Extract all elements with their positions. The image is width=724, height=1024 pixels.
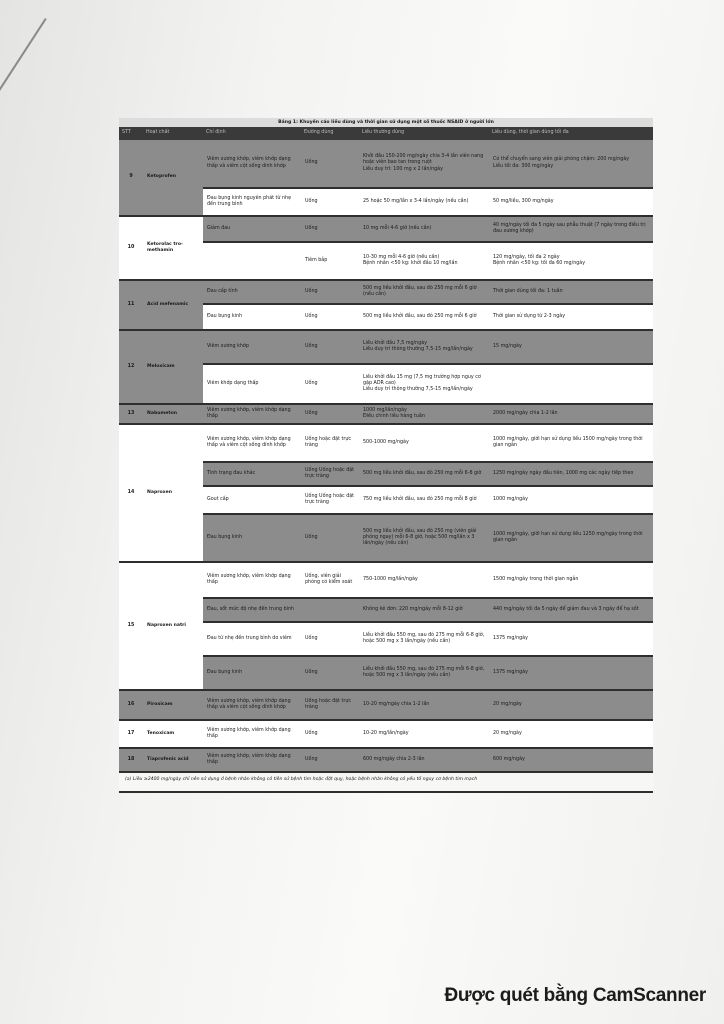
route-cell: Uống Uống hoặc đặt trực tràng xyxy=(301,486,359,514)
max-dose-cell: Thời gian dùng tối đa: 1 tuần xyxy=(489,280,653,304)
max-dose-cell: Có thể chuyển sang viên giải phóng chậm: 200 mg/ngày Liều tối đa: 300 mg/ngày xyxy=(489,140,653,188)
table-row xyxy=(119,720,653,748)
dose-cell: 600 mg/ngày chia 2-3 lần xyxy=(359,748,489,772)
dose-cell: 750-1000 mg/lần/ngày xyxy=(359,562,489,598)
route-cell: Uống hoặc đặt trực tràng xyxy=(301,690,359,720)
max-dose-cell: 440 mg/ngày tối đa 5 ngày để giảm đau và 3 ngày để hạ sốt xyxy=(489,598,653,622)
max-dose-cell: 50 mg/liều, 300 mg/ngày xyxy=(489,188,653,216)
dose-cell: 10-30 mg mỗi 4-6 giờ (nếu cần) Bệnh nhân <50 kg: khởi đầu 10 mg/lần xyxy=(359,242,489,280)
header-cell: Đường dùng xyxy=(301,127,359,140)
table-body xyxy=(119,140,653,772)
max-dose-cell: 15 mg/ngày xyxy=(489,330,653,364)
max-dose-cell: Thời gian sử dụng từ 2-3 ngày xyxy=(489,304,653,330)
table-caption: Bảng 1: Khuyến cáo liều dùng và thời gian sử dụng một số thuốc NSAID ở người lớn xyxy=(119,118,653,127)
indication-cell: Viêm xương khớp, viêm khớp dạng thấp và viêm cột sống dính khớp xyxy=(203,140,301,188)
route-cell: Tiêm bắp xyxy=(301,242,359,280)
dose-cell: 500 mg liều khởi đầu, sau đó 250 mg mỗi 6-8 giờ xyxy=(359,462,489,486)
dose-cell: 25 hoặc 50 mg/lần x 3-4 lần/ngày (nếu cần) xyxy=(359,188,489,216)
max-dose-cell xyxy=(489,364,653,404)
table-footnote: (a) Liều ≥2400 mg/ngày chỉ nên sử dụng ở bệnh nhân không có tiền sử bệnh tim hoặc đột quỵ, hoặc bệnh nhân không có yếu tố nguy cơ bệnh tim mạch xyxy=(119,773,653,793)
stt-cell: 16 xyxy=(119,690,143,720)
max-dose-cell: 40 mg/ngày tối đa 5 ngày sau phẫu thuật (7 ngày trong điều trị đau xương khớp) xyxy=(489,216,653,242)
indication-cell: Viêm xương khớp xyxy=(203,330,301,364)
drug-name-cell: Tenoxicam xyxy=(143,720,203,748)
indication-cell: Đau, sốt mức độ nhẹ đến trung bình xyxy=(203,598,301,622)
table-row xyxy=(119,140,653,188)
stt-cell: 17 xyxy=(119,720,143,748)
indication-cell: Viêm xương khớp, viêm khớp dạng thấp xyxy=(203,720,301,748)
stt-cell: 9 xyxy=(119,140,143,216)
drug-name-cell: Acid mefenamic xyxy=(143,280,203,330)
max-dose-cell: 1000 mg/ngày, giới hạn sử dụng liều 1500 mg/ngày trong thời gian ngắn xyxy=(489,424,653,462)
table-row xyxy=(119,562,653,598)
stt-cell: 14 xyxy=(119,424,143,562)
dose-cell: Liều khởi đầu 15 mg (7,5 mg trường hợp nguy cơ gặp ADR cao) Liều duy trì thông thường 7,5-15 mg/lần/ngày xyxy=(359,364,489,404)
drug-name-cell: Meloxicam xyxy=(143,330,203,404)
header-cell: STT xyxy=(119,127,143,140)
table-row xyxy=(119,404,653,424)
route-cell: Uống hoặc đặt trực tràng xyxy=(301,424,359,462)
indication-cell: Giảm đau xyxy=(203,216,301,242)
dose-cell: Không kê đơn: 220 mg/ngày mỗi 8-12 giờ xyxy=(359,598,489,622)
dose-cell: Liều khởi đầu 7,5 mg/ngày Liều duy trì thông thường 7,5-15 mg/lần/ngày xyxy=(359,330,489,364)
route-cell: Uống xyxy=(301,622,359,656)
table-row xyxy=(119,424,653,462)
max-dose-cell: 1000 mg/ngày, giới hạn sử dụng liều 1250 mg/ngày trong thời gian ngắn xyxy=(489,514,653,562)
dose-cell: Khởi đầu 150-200 mg/ngày chia 3-4 lần viên nang hoặc viên bao tan trong ruột Liều duy trì: 100 mg x 2 lần/ngày xyxy=(359,140,489,188)
indication-cell: Đau từ nhẹ đến trung bình do viêm xyxy=(203,622,301,656)
drug-name-cell: Ketorolac tro-methamin xyxy=(143,216,203,280)
route-cell: Uống xyxy=(301,364,359,404)
header-cell: Liều dùng, thời gian dùng tối đa xyxy=(489,127,653,140)
indication-cell xyxy=(203,242,301,280)
indication-cell: Đau bụng kinh nguyên phát từ nhẹ đến trung bình xyxy=(203,188,301,216)
stt-cell: 18 xyxy=(119,748,143,772)
drug-name-cell: Piroxicam xyxy=(143,690,203,720)
table-row xyxy=(119,280,653,304)
indication-cell: Viêm xương khớp, viêm khớp dạng thấp và viêm cột sống dính khớp xyxy=(203,424,301,462)
max-dose-cell: 1375 mg/ngày xyxy=(489,622,653,656)
max-dose-cell: 20 mg/ngày xyxy=(489,720,653,748)
drug-name-cell: Tiaprofenic acid xyxy=(143,748,203,772)
drug-name-cell: Nabumeton xyxy=(143,404,203,424)
max-dose-cell: 600 mg/ngày xyxy=(489,748,653,772)
route-cell: Uống xyxy=(301,188,359,216)
dose-cell: Liều khởi đầu 550 mg, sau đó 275 mg mỗi 6-8 giờ, hoặc 500 mg x 3 lần/ngày (nếu cần) xyxy=(359,622,489,656)
indication-cell: Tình trạng đau khác xyxy=(203,462,301,486)
stt-cell: 11 xyxy=(119,280,143,330)
max-dose-cell: 1250 mg/ngày ngày đầu tiên, 1000 mg các ngày tiếp theo xyxy=(489,462,653,486)
dose-cell: 500 mg liều khởi đầu, sau đó 250 mg mỗi 6 giờ (nếu cần) xyxy=(359,280,489,304)
dose-cell: 500 mg liều khởi đầu, sau đó 250 mg (viên giải phóng ngay) mỗi 6-8 giờ, hoặc 500 mg/lần x 3 lần/ngày (nếu cần) xyxy=(359,514,489,562)
drug-name-cell: Naproxen xyxy=(143,424,203,562)
route-cell: Uống xyxy=(301,330,359,364)
indication-cell: Viêm xương khớp, viêm khớp dạng thấp xyxy=(203,562,301,598)
nsaid-dosage-table xyxy=(119,127,653,773)
route-cell: Uống xyxy=(301,140,359,188)
dose-cell: 10-20 mg/ngày chia 1-2 lần xyxy=(359,690,489,720)
indication-cell: Viêm xương khớp, viêm khớp dạng thấp xyxy=(203,748,301,772)
header-cell: Hoạt chất xyxy=(143,127,203,140)
route-cell: Uống xyxy=(301,280,359,304)
table-row xyxy=(119,748,653,772)
table-row xyxy=(119,690,653,720)
route-cell: Uống xyxy=(301,720,359,748)
header-cell: Chỉ định xyxy=(203,127,301,140)
dose-cell: Liều khởi đầu 550 mg, sau đó 275 mg mỗi 6-8 giờ, hoặc 500 mg x 3 lần/ngày (nếu cần) xyxy=(359,656,489,690)
table-row xyxy=(119,216,653,242)
indication-cell: Viêm xương khớp, viêm khớp dạng thấp xyxy=(203,404,301,424)
route-cell xyxy=(301,598,359,622)
max-dose-cell: 1375 mg/ngày xyxy=(489,656,653,690)
indication-cell: Đau bụng kinh xyxy=(203,514,301,562)
max-dose-cell: 120 mg/ngày, tối đa 2 ngày Bệnh nhân <50 kg: tối đa 60 mg/ngày xyxy=(489,242,653,280)
drug-name-cell: Ketoprofen xyxy=(143,140,203,216)
max-dose-cell: 2000 mg/ngày chia 1-2 lần xyxy=(489,404,653,424)
route-cell: Uống xyxy=(301,656,359,690)
dose-cell: 10-20 mg/lần/ngày xyxy=(359,720,489,748)
dose-cell: 10 mg mỗi 4-6 giờ (nếu cần) xyxy=(359,216,489,242)
indication-cell: Đau bụng kinh xyxy=(203,304,301,330)
stt-cell: 12 xyxy=(119,330,143,404)
indication-cell: Đau cấp tính xyxy=(203,280,301,304)
max-dose-cell: 1500 mg/ngày trong thời gian ngắn xyxy=(489,562,653,598)
route-cell: Uống, viên giải phóng có kiểm soát xyxy=(301,562,359,598)
max-dose-cell: 20 mg/ngày xyxy=(489,690,653,720)
dose-cell: 750 mg liều khởi đầu, sau đó 250 mg mỗi 8 giờ xyxy=(359,486,489,514)
indication-cell: Viêm khớp dạng thấp xyxy=(203,364,301,404)
dose-cell: 500-1000 mg/ngày xyxy=(359,424,489,462)
table-row xyxy=(119,330,653,364)
drug-name-cell: Naproxen natri xyxy=(143,562,203,690)
indication-cell: Gout cấp xyxy=(203,486,301,514)
indication-cell: Viêm xương khớp, viêm khớp dạng thấp và viêm cột sống dính khớp xyxy=(203,690,301,720)
dose-cell: 500 mg liều khởi đầu, sau đó 250 mg mỗi 6 giờ xyxy=(359,304,489,330)
table-header-row xyxy=(119,127,653,140)
dose-cell: 1000 mg/lần/ngày Điều chỉnh liều hàng tuần xyxy=(359,404,489,424)
route-cell: Uống xyxy=(301,216,359,242)
stt-cell: 13 xyxy=(119,404,143,424)
stt-cell: 15 xyxy=(119,562,143,690)
header-cell: Liều thường dùng xyxy=(359,127,489,140)
route-cell: Uống xyxy=(301,404,359,424)
scanner-watermark: Được quét bằng CamScanner xyxy=(444,985,706,1006)
route-cell: Uống xyxy=(301,304,359,330)
route-cell: Uống Uống hoặc đặt trực tràng xyxy=(301,462,359,486)
stt-cell: 10 xyxy=(119,216,143,280)
route-cell: Uống xyxy=(301,514,359,562)
max-dose-cell: 1000 mg/ngày xyxy=(489,486,653,514)
document-table-area xyxy=(119,118,653,793)
route-cell: Uống xyxy=(301,748,359,772)
indication-cell: Đau bụng kinh xyxy=(203,656,301,690)
